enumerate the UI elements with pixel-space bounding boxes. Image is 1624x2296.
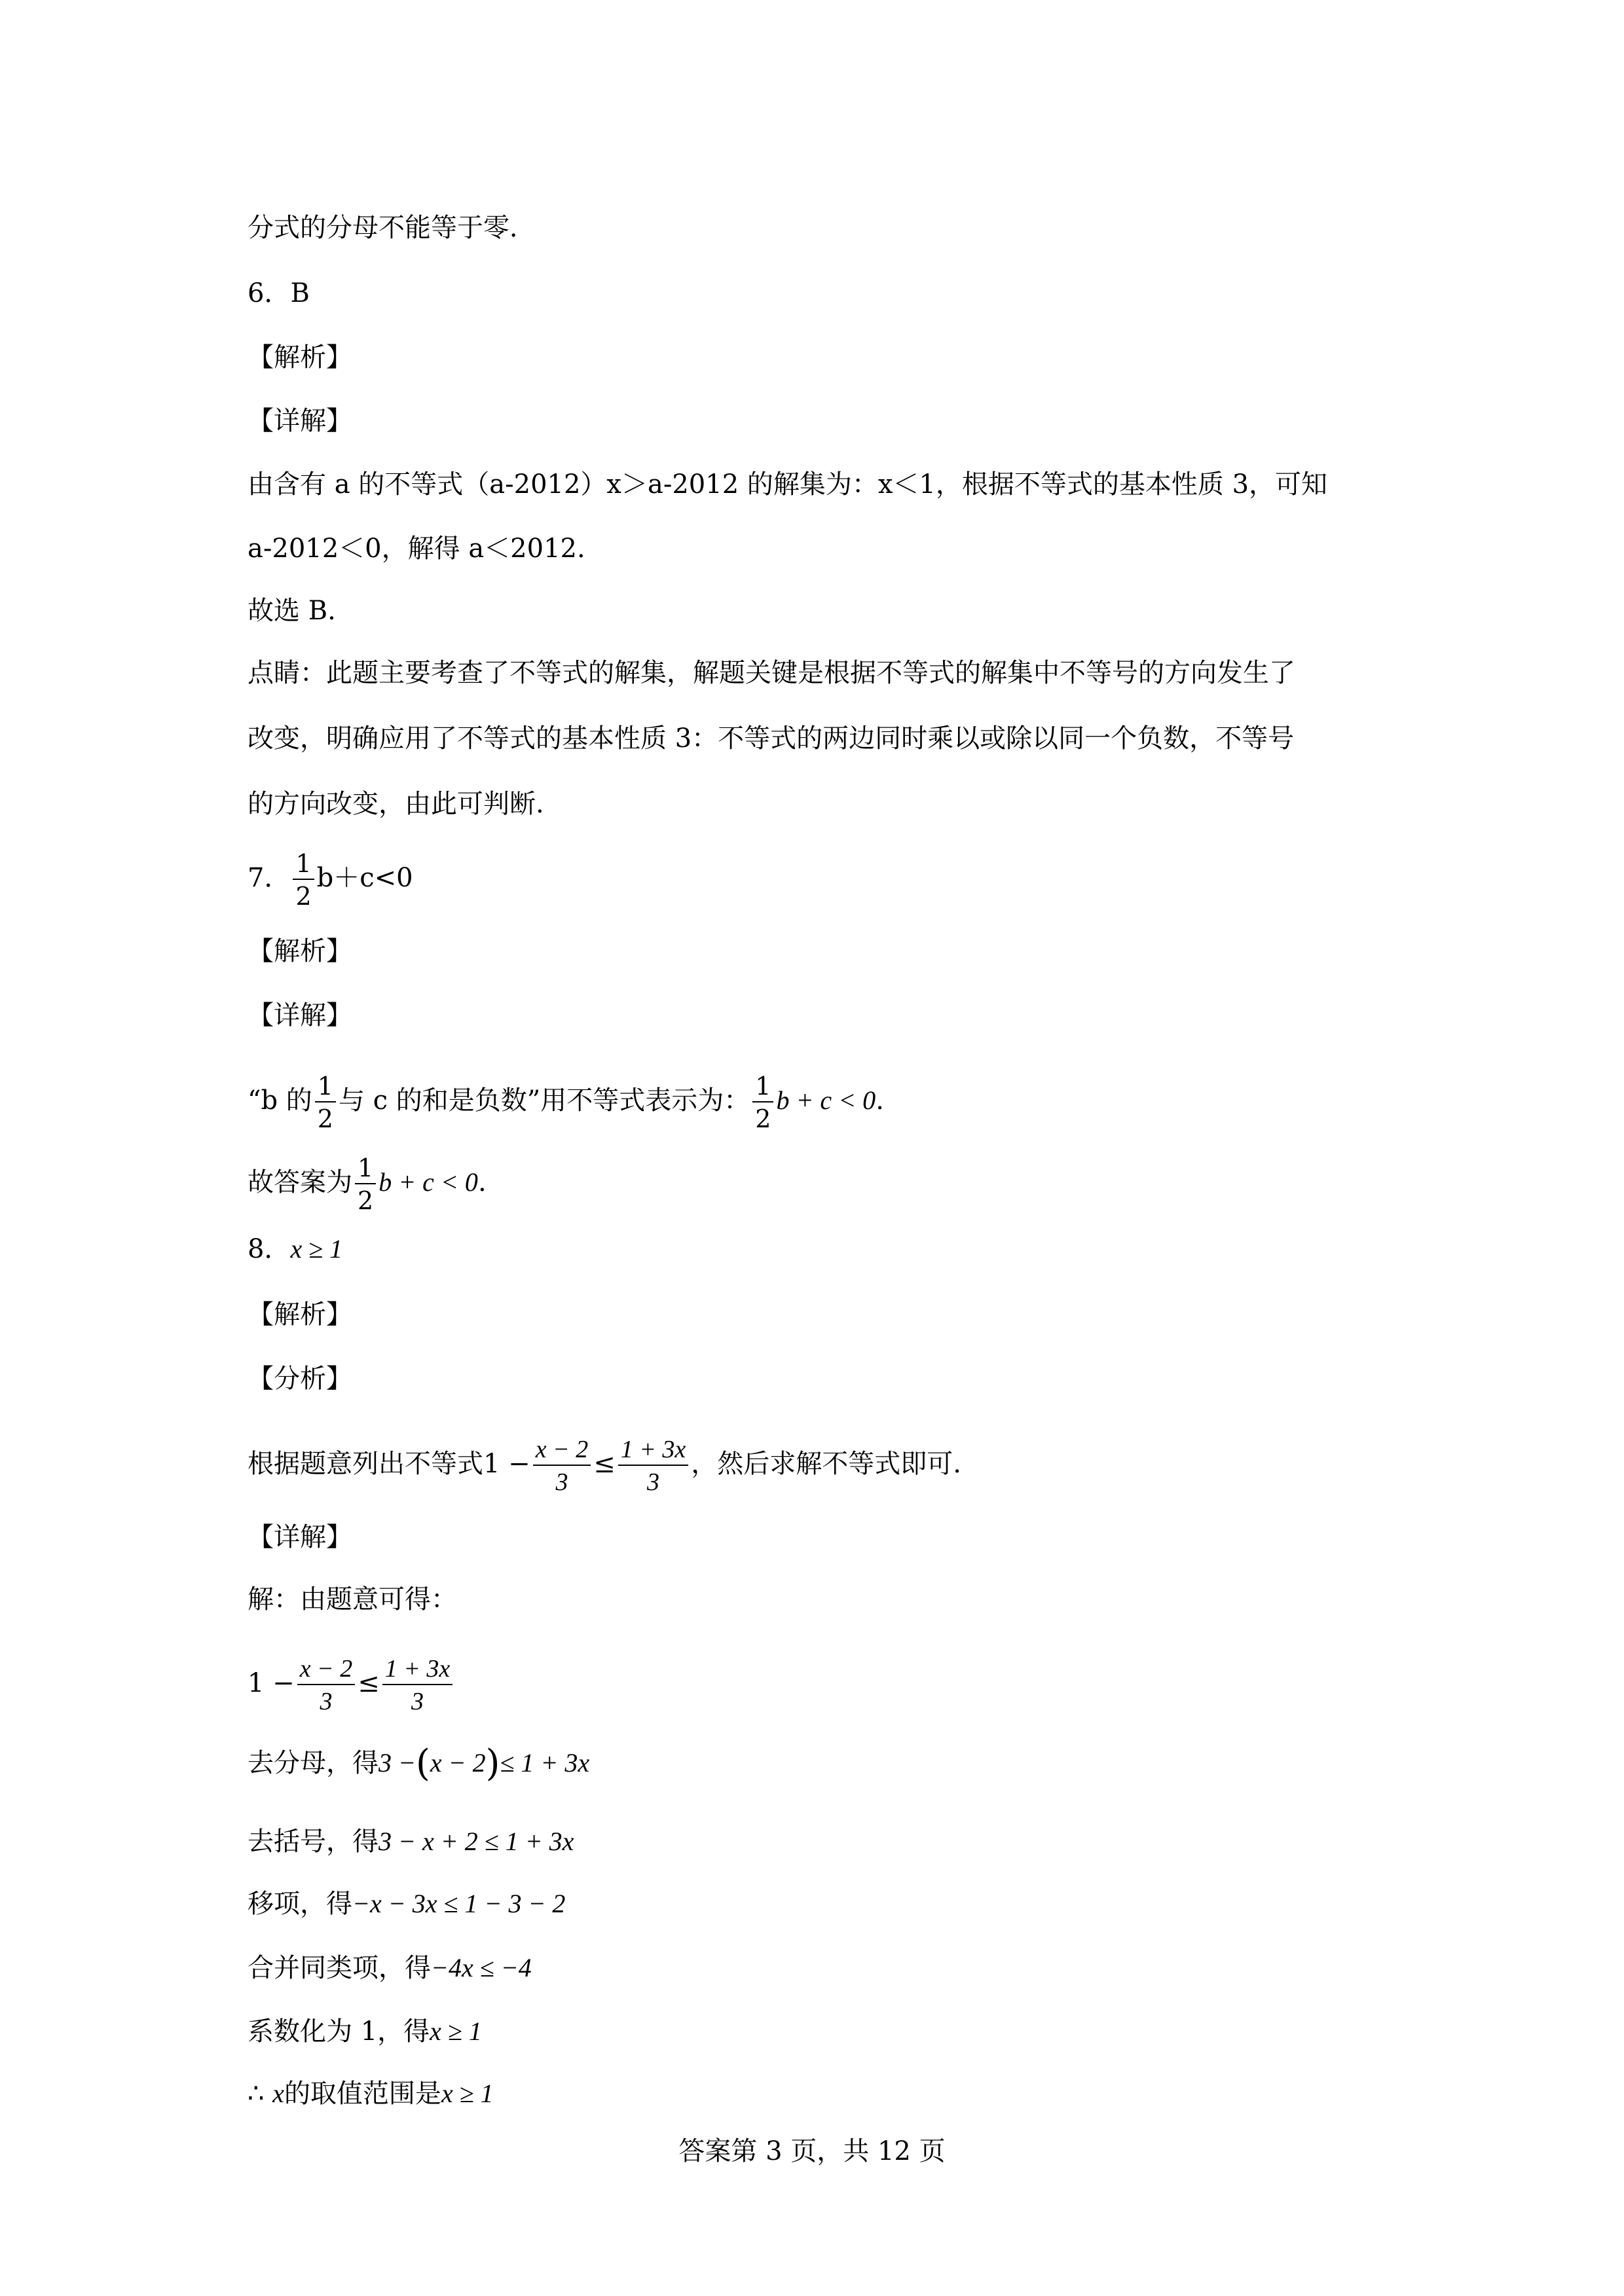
text-line: 分式的分母不能等于零． (248, 213, 536, 243)
math-expression: x ≥ 1 (430, 2016, 482, 2046)
math-expression: −4x ≤ −4 (431, 1953, 532, 1982)
fraction: $\frac{x - 2}{3}$ (533, 1437, 591, 1495)
fraction: $\frac{1 + 3x}{3}$ (618, 1437, 689, 1495)
text-line: 故答案为 $\frac{1}{2}$ b + c < 0. (248, 1154, 487, 1215)
question-number: 8． (248, 1234, 291, 1264)
text-line: a-2012＜0，解得 a＜2012. (248, 534, 585, 564)
answer-7 (248, 851, 413, 909)
equation-line: 合并同类项，得−4x ≤ −4 (248, 1953, 532, 1983)
section-jiexi: 【解析】 (248, 1300, 352, 1330)
page-footer: 答案第 3 页，共 12 页 (678, 2136, 946, 2166)
fraction: $\frac{x - 2}{3}$ (297, 1656, 356, 1714)
expression: b＋c<0 (316, 863, 413, 893)
text-line: 根据题意列出不等式1 − $\frac{x - 2}{3}$ ≤ $\frac{1 + 3x}{3}$ ，然后求解不等式即可. (248, 1436, 961, 1496)
math-expression: b + c < 0 (776, 1085, 876, 1115)
text-line: 点睛：此题主要考查了不等式的解集，解题关键是根据不等式的解集中不等号的方向发生了 (248, 658, 1295, 688)
math-expression: −x − 3x ≤ 1 − 3 − 2 (352, 1889, 566, 1918)
section-xiangjie: 【详解】 (248, 406, 352, 436)
fraction: $\frac{1}{2}$ (752, 1074, 773, 1131)
text-line: 由含有 a 的不等式（a-2012）x＞a-2012 的解集为：x＜1，根据不等式的基本性质 3，可知 (248, 469, 1328, 500)
fraction: $\frac{1 + 3x}{3}$ (382, 1656, 453, 1714)
fraction: $\frac{1}{2}$ (315, 1074, 336, 1131)
conclusion-line: ∴ x的取值范围是x ≥ 1 (248, 2079, 494, 2109)
fraction: $\frac{1}{2}$ (293, 851, 314, 909)
text-line: 的方向改变，由此可判断. (248, 789, 544, 819)
section-xiangjie: 【详解】 (248, 1522, 352, 1552)
text-line: 解：由题意可得： (248, 1584, 457, 1614)
question-number: 7． (248, 863, 291, 893)
section-fenxi: 【分析】 (248, 1364, 352, 1394)
section-jiexi: 【解析】 (248, 342, 352, 373)
therefore-symbol: ∴ (248, 2079, 265, 2109)
math-expression: b + c < 0 (378, 1167, 478, 1197)
text-line: 改变，明确应用了不等式的基本性质 3：不等式的两边同时乘以或除以同一个负数，不等号 (248, 723, 1295, 754)
answer-6: 6．B (248, 278, 310, 308)
answer-8 (248, 1231, 342, 1267)
equation-line: 去括号，得3 − x + 2 ≤ 1 + 3x (248, 1827, 574, 1857)
text-line: “b 的 $\frac{1}{2}$ 与 c 的和是负数”用不等式表示为： $\frac{1}{2}$ b + c < 0. (248, 1072, 884, 1133)
equation-line: 去分母，得3 −(x − 2)≤ 1 + 3x (248, 1742, 590, 1785)
equation-line: 系数化为 1，得x ≥ 1 (248, 2016, 482, 2047)
section-xiangjie: 【详解】 (248, 1000, 352, 1030)
section-jiexi: 【解析】 (248, 936, 352, 966)
math-expression: 3 − x + 2 ≤ 1 + 3x (378, 1827, 574, 1856)
equation-line: 移项，得−x − 3x ≤ 1 − 3 − 2 (248, 1889, 566, 1919)
equation-line: 1 − $\frac{x - 2}{3}$ ≤ $\frac{1 + 3x}{3}$ (248, 1656, 455, 1714)
text-line: 故选 B. (248, 596, 336, 626)
fraction: $\frac{1}{2}$ (355, 1156, 376, 1213)
math-expression: x ≥ 1 (290, 1234, 343, 1264)
math-expression: x ≥ 1 (441, 2079, 494, 2108)
